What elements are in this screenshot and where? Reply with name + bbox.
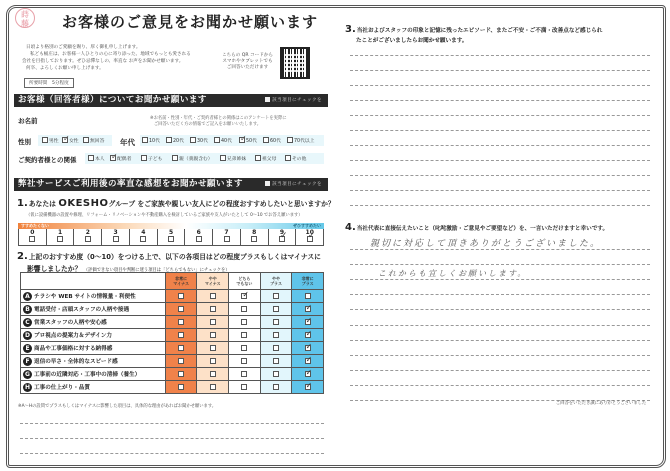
answer-line[interactable] — [350, 294, 650, 295]
checkbox[interactable] — [178, 293, 184, 299]
rating-cell[interactable] — [260, 368, 292, 381]
answer-line[interactable] — [350, 355, 650, 356]
checkbox[interactable] — [305, 293, 311, 299]
rating-cell[interactable] — [292, 303, 324, 316]
checkbox[interactable] — [210, 345, 216, 351]
answer-line[interactable] — [20, 438, 324, 439]
rating-cell[interactable] — [292, 290, 324, 303]
scale-option-7[interactable]: 7 — [213, 229, 241, 245]
checkbox[interactable] — [241, 384, 247, 390]
rating-cell[interactable] — [197, 303, 229, 316]
rating-cell[interactable] — [229, 303, 261, 316]
checkbox[interactable] — [210, 384, 216, 390]
question-1-title: 1.あなたは OKESHOグループ をご家族や親しい友人にどの程度おすすめしたいと思いますか？ — [17, 198, 335, 209]
handwritten-answer-line-1[interactable]: 親切に対応して頂きありがとうございました。 — [370, 239, 602, 249]
scale-option-4[interactable]: 4 — [130, 229, 158, 245]
rating-cell[interactable] — [229, 316, 261, 329]
relation-option-grandparent[interactable]: 祖父母 — [255, 155, 276, 162]
answer-line[interactable] — [350, 385, 650, 386]
scale-option-9[interactable]: 9 ✓ — [269, 229, 297, 245]
answer-line[interactable] — [350, 340, 650, 341]
checkbox-checked[interactable] — [305, 384, 311, 390]
relation-option-self[interactable]: 本人 — [88, 155, 105, 162]
question-2-title-line2: 影響しましたか？ （評価できない項目や判断に迷う項目は「どちらでもない」にチェックを） — [27, 265, 230, 273]
answer-line[interactable] — [350, 100, 650, 101]
rating-cell[interactable] — [165, 381, 197, 394]
question-3-title: 3.当社およびスタッフの印象と記憶に残ったエピソード、またご不安・ご不満・改善点など感じられ — [345, 24, 603, 35]
relation-label: ご契約者様との関係 — [18, 156, 77, 164]
intro-text: 日頃より格別のご愛顧を賜り、厚く御礼申し上げます。 私ども桶庄は、お客様一人ひとりの心に寄り添った、地域でもっとも愛される 会社を目指しております。ぜひ忌憚なしの、率直な お声をお聞かせ願います。 何卒、よろしくお願い申し上げます。 — [22, 45, 191, 71]
checkbox[interactable] — [210, 306, 216, 312]
rating-cell[interactable] — [165, 303, 197, 316]
checkbox[interactable] — [241, 371, 247, 377]
rating-cell[interactable] — [229, 368, 261, 381]
item-label: 工事の仕上がり・品質 — [34, 384, 90, 391]
gender-label: 性別 — [18, 138, 31, 146]
answer-line[interactable] — [350, 55, 650, 56]
checkbox-checked[interactable] — [241, 293, 247, 299]
item-label: チラシや WEB サイトの情報量・利便性 — [34, 293, 136, 300]
gender-option-no-answer[interactable]: 無回答 — [83, 137, 104, 144]
answer-line[interactable] — [350, 325, 650, 326]
checkbox[interactable] — [210, 319, 216, 325]
answer-line[interactable] — [350, 70, 650, 71]
answer-line[interactable] — [20, 423, 324, 424]
item-badge: D — [23, 331, 32, 340]
scale-option-3[interactable]: 3 — [102, 229, 130, 245]
question-2-title: 2.上記のおすすめ度（0〜10）をつける上で、以下の各項目はどの程度プラスもしくはマイナスに — [17, 251, 321, 262]
relation-option-sibling[interactable]: 兄弟姉妹 — [220, 155, 246, 162]
answer-line[interactable] — [350, 175, 650, 176]
checkbox-checked[interactable] — [305, 358, 311, 364]
answer-line[interactable] — [350, 370, 650, 371]
answer-line[interactable] — [350, 115, 650, 116]
rating-cell[interactable] — [229, 329, 261, 342]
checkbox-checked[interactable] — [62, 137, 68, 143]
item-badge: G — [23, 370, 32, 379]
checkbox-checked[interactable] — [305, 319, 311, 325]
check-hint: 該当項目にチェックを — [265, 94, 322, 107]
rating-cell[interactable] — [292, 342, 324, 355]
item-badge: F — [23, 357, 32, 366]
rating-row-d — [21, 329, 324, 342]
item-badge: A — [23, 292, 32, 301]
recommend-scale — [18, 229, 324, 246]
thanks-message: ご回答をいただき誠にありがとうございました — [556, 401, 647, 406]
gender-option-female[interactable]: ✓ 女性 — [62, 137, 79, 144]
privacy-note: ※お名前・性別・年代・ご契約者様との関係はこのアンケートを実際に ご回答いただく方の情報でご記入をお願いいたします。 — [150, 116, 287, 127]
rating-cell[interactable] — [197, 355, 229, 368]
recommend-scale-header: すすめたくない ぜひすすめたい — [18, 223, 324, 229]
checkbox[interactable] — [241, 345, 247, 351]
item-label: プロ視点の提案力＆デザイン力 — [34, 332, 112, 339]
rating-cell[interactable] — [292, 368, 324, 381]
checkbox[interactable] — [42, 137, 48, 143]
rating-cell[interactable] — [165, 355, 197, 368]
checkbox[interactable] — [210, 332, 216, 338]
answer-line[interactable] — [350, 160, 650, 161]
rating-row-f — [21, 355, 324, 368]
checkbox[interactable] — [210, 371, 216, 377]
answer-line[interactable] — [350, 85, 650, 86]
question-3-title-line2: たことがございましたらお聞かせ願います。 — [356, 38, 468, 44]
item-label: 電話受付・店頭スタッフの人柄や接遇 — [34, 306, 130, 313]
rating-cell[interactable] — [229, 342, 261, 355]
rating-cell[interactable] — [292, 316, 324, 329]
rating-cell[interactable] — [229, 355, 261, 368]
checkbox[interactable] — [241, 332, 247, 338]
rating-cell[interactable] — [229, 290, 261, 303]
rating-cell[interactable] — [229, 381, 261, 394]
rating-cell[interactable] — [197, 316, 229, 329]
rating-cell[interactable] — [165, 329, 197, 342]
item-label: 返信の早さ・全体的なスピード感 — [34, 358, 118, 365]
duration-label: 所要時間 5分程度 — [24, 78, 74, 88]
rating-cell[interactable] — [165, 290, 197, 303]
checkbox[interactable] — [241, 358, 247, 364]
relation-option-other[interactable]: その他 — [285, 155, 306, 162]
answer-line[interactable] — [350, 190, 650, 191]
relation-option-parent[interactable]: 親（義親含む） — [172, 155, 213, 162]
checkbox[interactable] — [178, 345, 184, 351]
item-badge: C — [23, 318, 32, 327]
checkbox[interactable] — [178, 319, 184, 325]
answer-line[interactable] — [20, 453, 324, 454]
rating-cell[interactable] — [197, 381, 229, 394]
gender-option-male[interactable]: 男性 — [42, 137, 59, 144]
rating-cell[interactable] — [165, 368, 197, 381]
scale-option-8[interactable]: 8 — [241, 229, 269, 245]
rating-row-h — [21, 381, 324, 394]
rating-cell[interactable] — [197, 342, 229, 355]
item-label: 営業スタッフの人柄や安心感 — [34, 319, 107, 326]
checkbox[interactable] — [178, 358, 184, 364]
qr-code-icon[interactable] — [280, 47, 310, 79]
scale-option-6[interactable]: 6 — [185, 229, 213, 245]
relation-option-spouse[interactable]: ✓ 配偶者 — [110, 155, 131, 162]
rating-cell[interactable] — [292, 355, 324, 368]
checkbox[interactable] — [178, 371, 184, 377]
rating-cell[interactable] — [165, 342, 197, 355]
rating-cell[interactable] — [260, 342, 292, 355]
column-slightly-negative: やや マイナス — [197, 273, 229, 290]
age-option-30s[interactable]: 30代 — [190, 137, 208, 144]
rating-row-a — [21, 290, 324, 303]
scale-option-2[interactable]: 2 — [74, 229, 102, 245]
scale-option-5[interactable]: 5 — [158, 229, 186, 245]
rating-cell[interactable] — [260, 316, 292, 329]
check-hint: 該当項目にチェックを — [265, 178, 322, 191]
qr-instructions: こちらの QR コードから スマホやタブレットでも ご回答いただけます — [221, 53, 274, 70]
item-badge: H — [24, 383, 31, 391]
checkbox[interactable] — [210, 293, 216, 299]
rating-cell[interactable] — [292, 381, 324, 394]
rating-table — [20, 272, 324, 394]
rating-cell[interactable] — [260, 381, 292, 394]
section-feedback-header: 弊社サービスご利用後の率直な感想をお聞かせ願います 該当項目にチェックを — [14, 178, 328, 191]
checkbox-icon — [265, 97, 270, 102]
age-option-70plus[interactable]: 70代以上 — [287, 137, 315, 144]
checkbox[interactable] — [273, 332, 279, 338]
handwritten-answer-line-2[interactable]: これからも宜しくお願いします。 — [378, 269, 528, 278]
answer-line[interactable] — [350, 264, 650, 265]
age-option-20s[interactable]: 20代 — [166, 137, 184, 144]
checkbox[interactable] — [273, 345, 279, 351]
checkbox-checked[interactable] — [305, 371, 311, 377]
checkbox[interactable] — [273, 293, 279, 299]
age-option-60s[interactable]: 60代 — [263, 137, 281, 144]
checkbox[interactable] — [178, 306, 184, 312]
rating-cell[interactable] — [197, 290, 229, 303]
answer-line[interactable] — [350, 249, 650, 250]
column-slightly-positive: やや プラス — [260, 273, 292, 290]
checkbox[interactable] — [273, 319, 279, 325]
rating-row-g — [21, 368, 324, 381]
answer-line[interactable] — [350, 205, 650, 206]
checkbox[interactable] — [273, 384, 279, 390]
answer-line[interactable] — [350, 279, 650, 280]
answer-line[interactable] — [350, 309, 650, 310]
checkbox[interactable] — [83, 137, 89, 143]
column-neutral: どちら でもない — [229, 273, 261, 290]
scale-option-0[interactable]: 0 — [19, 229, 47, 245]
age-option-10s[interactable]: 10代 — [142, 137, 160, 144]
age-option-50s[interactable]: ✓ 50代 — [239, 137, 257, 144]
age-label: 年代 — [120, 138, 135, 147]
question-4-title: 4.当社代表に直接伝えたいこと（叱咤激励・ご意見やご要望など）を、一言いただけますと幸いです。 — [345, 222, 609, 233]
scale-option-1[interactable]: 1 — [47, 229, 75, 245]
age-option-40s[interactable]: 40代 — [214, 137, 232, 144]
checkbox[interactable] — [241, 306, 247, 312]
item-badge: B — [23, 305, 32, 314]
rating-footnote: ※A〜Hの設問でプラスもしくはマイナスに影響した項目は、具体的な理由があればお聞かせ願います。 — [18, 404, 217, 409]
rating-cell[interactable] — [165, 316, 197, 329]
checkbox-checked[interactable] — [305, 306, 311, 312]
rating-cell[interactable] — [260, 355, 292, 368]
rating-row-c — [21, 316, 324, 329]
checkbox-checked[interactable] — [305, 345, 311, 351]
checkbox[interactable] — [241, 319, 247, 325]
checkbox[interactable] — [178, 384, 184, 390]
brand-okesho: OKESHO — [58, 198, 109, 209]
checkbox-icon — [265, 181, 270, 186]
company-stamp: 蒔 藤 — [15, 8, 35, 28]
rating-cell[interactable] — [260, 290, 292, 303]
checkbox[interactable] — [273, 306, 279, 312]
item-label: 工事前の近隣対応・工事中の清掃（養生） — [34, 371, 141, 378]
section-respondent-header: お客様（回答者様）についてお聞かせ願います 該当項目にチェックを — [14, 94, 328, 107]
rating-cell[interactable] — [260, 329, 292, 342]
checkbox[interactable] — [273, 358, 279, 364]
checkbox[interactable] — [273, 371, 279, 377]
checkbox[interactable] — [210, 358, 216, 364]
item-badge: E — [23, 344, 32, 353]
item-label: 商品や工事価格に対する納得感 — [34, 345, 113, 352]
name-label: お名前 — [18, 117, 38, 125]
answer-line[interactable] — [350, 130, 650, 131]
checkbox-checked[interactable] — [305, 332, 311, 338]
page-title: お客様のご意見をお聞かせ願います — [62, 13, 319, 31]
column-very-negative: 非常に マイナス — [165, 273, 197, 290]
answer-line[interactable] — [350, 145, 650, 146]
rating-cell[interactable] — [260, 303, 292, 316]
rating-cell[interactable] — [197, 368, 229, 381]
question-1-subtitle: （仮に設備機器の設置や修理、リフォーム・リノベーションや不動産購入を検討しているご家族や友人がいたとして 0〜10 でお答え願います） — [26, 213, 303, 218]
rating-row-e — [21, 342, 324, 355]
rating-cell[interactable] — [197, 329, 229, 342]
rating-row-b — [21, 303, 324, 316]
scale-option-10[interactable]: 10 ✓ — [296, 229, 323, 245]
relation-option-child[interactable]: 子ども — [141, 155, 162, 162]
checkbox[interactable] — [178, 332, 184, 338]
column-very-positive: 非常に プラス — [292, 273, 324, 290]
rating-cell[interactable] — [292, 329, 324, 342]
